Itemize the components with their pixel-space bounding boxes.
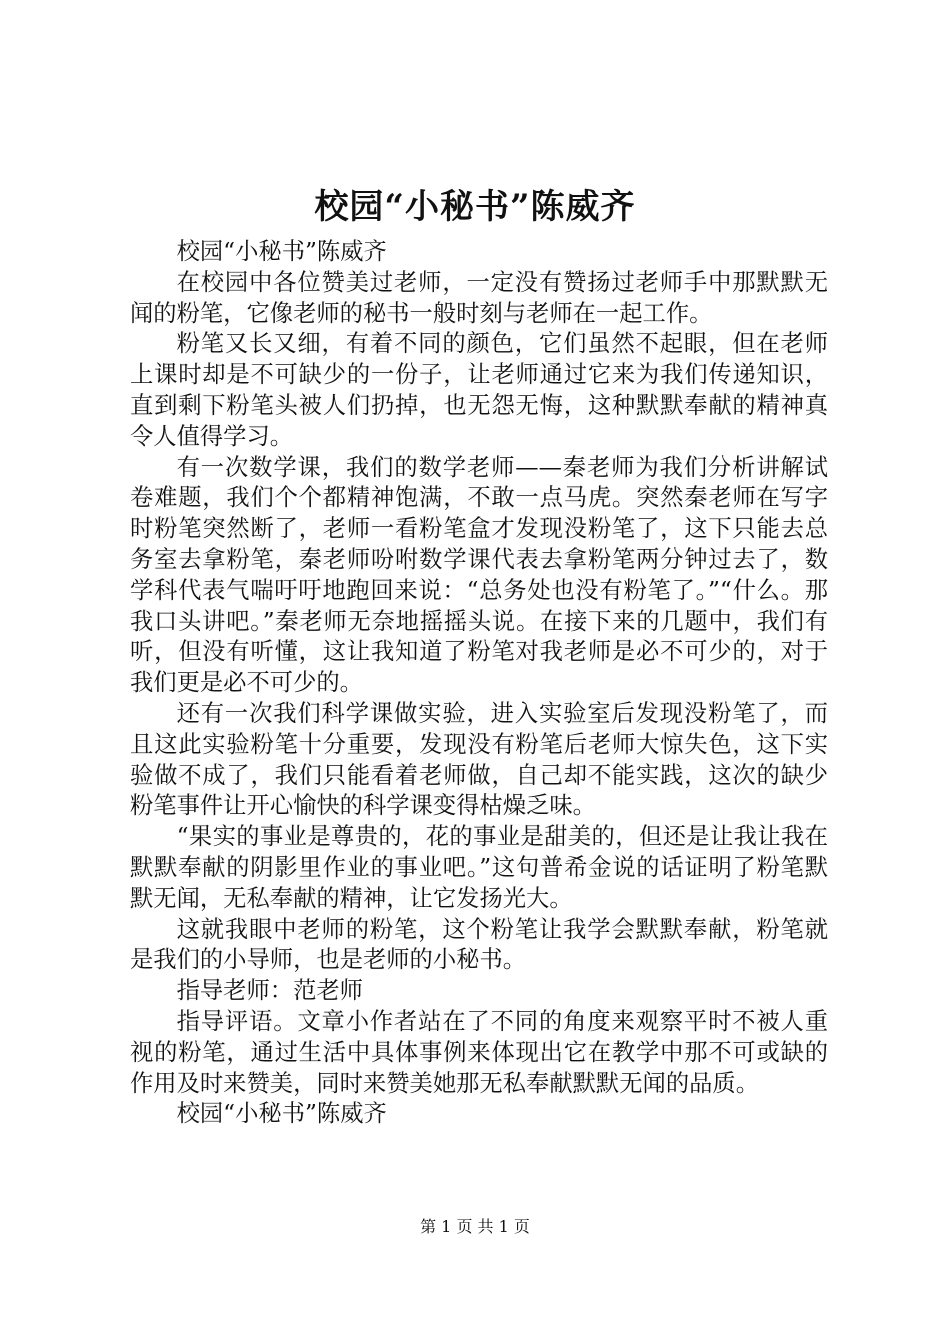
- paragraph-math-class: 有一次数学课，我们的数学老师——秦老师为我们分析讲解试卷难题，我们个个都精神饱满，不敢一点马虎。突然秦老师在写字时粉笔突然断了，老师一看粉笔盒才发现没粉笔了，这下只能去总务室去拿粉笔，秦老师吩咐数学课代表去拿粉笔两分钟过去了，数学科代表气喘吁吁地跑回来说：“总务处也没有粉笔了。”“什么。那我口头讲吧。”秦老师无奈地摇摇头说。在接下来的几题中，我们有听，但没有听懂，这让我知道了粉笔对我老师是必不可少的，对于我们更是必不可少的。: [130, 453, 828, 697]
- paragraph-intro: 在校园中各位赞美过老师，一定没有赞扬过老师手中那默默无闻的粉笔，它像老师的秘书一般时刻与老师在一起工作。: [130, 268, 828, 327]
- paragraph-chalk-description: 粉笔又长又细，有着不同的颜色，它们虽然不起眼，但在老师上课时却是不可缺少的一份子，让老师通过它来为我们传递知识，直到剩下粉笔头被人们扔掉，也无怨无悔，这种默默奉献的精神真令人值得学习。: [130, 330, 828, 450]
- paragraph-heading-repeat: 校园“小秘书”陈威齐: [176, 238, 387, 265]
- page-footer: 第 1 页 共 1 页: [420, 1217, 530, 1236]
- paragraph-quote: “果实的事业是尊贵的，花的事业是甜美的，但还是让我让我在默默奉献的阴影里作业的事业吧。”这句普希金说的话证明了粉笔默默无闻，无私奉献的精神，让它发扬光大。: [130, 823, 828, 912]
- paragraph-comment: 指导评语。文章小作者站在了不同的角度来观察平时不被人重视的粉笔，通过生活中具体事例来体现出它在教学中那不可或缺的作用及时来赞美，同时来赞美她那无私奉献默默无闻的品质。: [130, 1007, 828, 1097]
- paragraph-teacher: 指导老师：范老师: [176, 977, 363, 1005]
- paragraph-conclusion: 这就我眼中老师的粉笔，这个粉笔让我学会默默奉献，粉笔就是我们的小导师，也是老师的小秘书。: [130, 915, 828, 974]
- paragraph-closing-title: 校园“小秘书”陈威齐: [176, 1100, 387, 1128]
- paragraph-science-class: 还有一次我们科学课做实验，进入实验室后发现没粉笔了，而且这此实验粉笔十分重要，发现没有粉笔后老师大惊失色，这下实验做不成了，我们只能看着老师做，自己却不能实践，这次的缺少粉笔事件让开心愉快的科学课变得枯燥乏味。: [130, 699, 828, 820]
- document-title: 校园“小秘书”陈威齐: [314, 187, 636, 227]
- document-body: [130, 237, 828, 1130]
